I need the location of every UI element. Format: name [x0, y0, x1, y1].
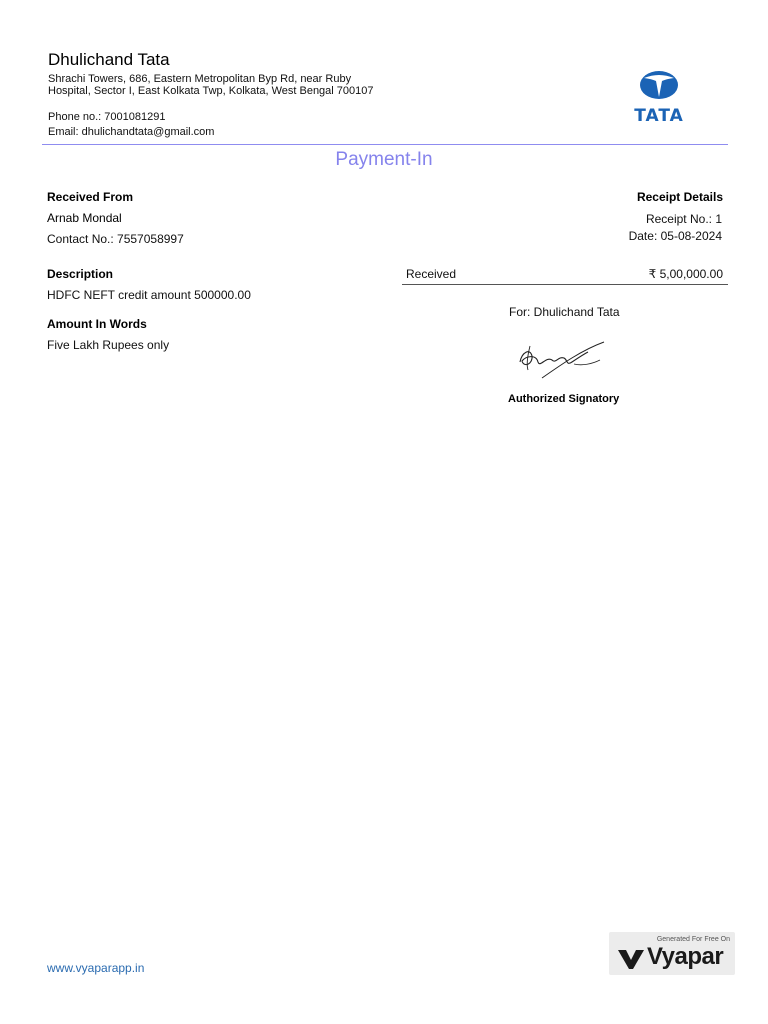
vyapar-badge[interactable] — [609, 932, 735, 975]
company-phone: Phone no.: 7001081291 — [48, 111, 166, 123]
received-amount: ₹ 5,00,000.00 — [648, 267, 723, 281]
receipt-date: Date: 05-08-2024 — [628, 229, 722, 243]
received-from-heading: Received From — [47, 190, 134, 204]
company-name: Dhulichand Tata — [48, 50, 170, 69]
vyapar-website-link[interactable]: www.vyaparapp.in — [47, 961, 145, 975]
authorized-signatory-label: Authorized Signatory — [508, 393, 620, 405]
vyapar-logo-icon — [617, 948, 645, 970]
amount-divider — [402, 284, 728, 285]
receipt-details-heading: Receipt Details — [636, 190, 723, 204]
description-text: HDFC NEFT credit amount 500000.00 — [47, 288, 251, 302]
receipt-number: Receipt No.: 1 — [645, 212, 722, 226]
signature-image — [512, 334, 612, 384]
company-email: Email: dhulichandtata@gmail.com — [48, 126, 215, 138]
amount-in-words-text: Five Lakh Rupees only — [47, 338, 170, 352]
customer-name: Arnab Mondal — [47, 211, 122, 225]
document-title: Payment-In — [335, 149, 433, 170]
header-divider — [42, 144, 728, 145]
signatory-for: For: Dhulichand Tata — [509, 305, 620, 319]
received-label: Received — [406, 267, 457, 281]
tata-logo — [626, 68, 692, 126]
svg-text:TATA: TATA — [634, 106, 684, 126]
amount-in-words-heading: Amount In Words — [47, 317, 147, 331]
company-address: Shrachi Towers, 686, Eastern Metropolitan Byp Rd, near Ruby Hospital, Sector I, East Kolkata Twp, Kolkata, West Bengal 700107 — [48, 73, 374, 97]
customer-contact: Contact No.: 7557058997 — [47, 232, 184, 246]
description-heading: Description — [47, 267, 114, 281]
badge-caption: Generated For Free On — [656, 936, 730, 943]
badge-brand: Vyapar — [647, 943, 724, 970]
